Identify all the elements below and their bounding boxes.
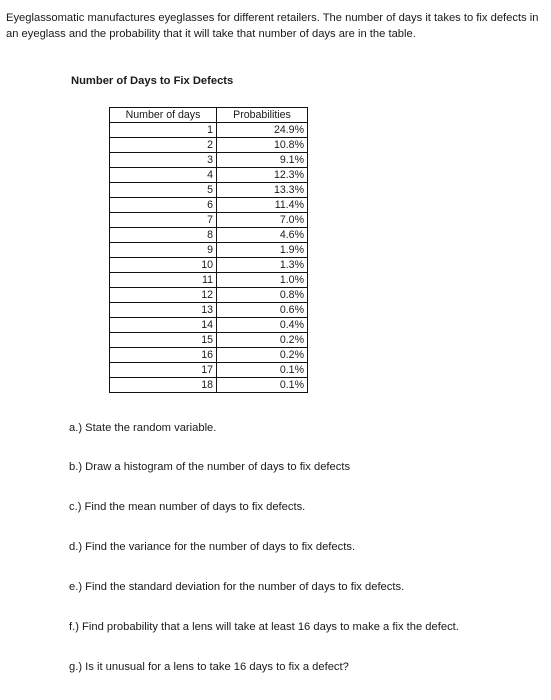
days-cell: 3: [110, 153, 217, 168]
table-row: [110, 288, 308, 303]
probability-cell: 1.9%: [217, 243, 308, 258]
probability-cell: 0.1%: [217, 363, 308, 378]
probability-cell: 4.6%: [217, 228, 308, 243]
days-cell: 5: [110, 183, 217, 198]
question-b: b.) Draw a histogram of the number of days to fix defects: [69, 461, 351, 473]
question-f: f.) Find probability that a lens will take at least 16 days to make a fix the defect.: [69, 621, 459, 633]
probability-cell: 0.8%: [217, 288, 308, 303]
days-cell: 12: [110, 288, 217, 303]
probability-cell: 0.2%: [217, 348, 308, 363]
table-row: [110, 198, 308, 213]
days-cell: 15: [110, 333, 217, 348]
table-row: [110, 123, 308, 138]
days-cell: 16: [110, 348, 217, 363]
question-c: c.) Find the mean number of days to fix defects.: [69, 501, 306, 513]
table-title: Number of Days to Fix Defects: [71, 75, 234, 87]
probability-cell: 10.8%: [217, 138, 308, 153]
probability-cell: 0.1%: [217, 378, 308, 393]
question-d: d.) Find the variance for the number of days to fix defects.: [69, 541, 356, 553]
table-row: [110, 348, 308, 363]
days-cell: 8: [110, 228, 217, 243]
table-row: [110, 168, 308, 183]
question-e: e.) Find the standard deviation for the number of days to fix defects.: [69, 581, 405, 593]
table-row: [110, 138, 308, 153]
table-row: [110, 378, 308, 393]
table-row: [110, 363, 308, 378]
question-a: a.) State the random variable.: [69, 422, 217, 434]
days-probability-table: [109, 107, 308, 393]
problem-intro: Eyeglassomatic manufactures eyeglasses for different retailers. The number of days it takes to fix defects in an eyeglass and the probability that it will take that number of days are in the table.: [6, 12, 539, 40]
days-cell: 6: [110, 198, 217, 213]
question-g: g.) Is it unusual for a lens to take 16 days to fix a defect?: [69, 661, 349, 673]
table-row: [110, 258, 308, 273]
probability-cell: 9.1%: [217, 153, 308, 168]
probability-cell: 0.6%: [217, 303, 308, 318]
probability-cell: 11.4%: [217, 198, 308, 213]
table-row: [110, 228, 308, 243]
days-cell: 2: [110, 138, 217, 153]
probability-cell: 0.4%: [217, 318, 308, 333]
probability-cell: 12.3%: [217, 168, 308, 183]
table-row: [110, 333, 308, 348]
days-cell: 13: [110, 303, 217, 318]
days-cell: 4: [110, 168, 217, 183]
table-row: [110, 273, 308, 288]
probability-cell: 1.0%: [217, 273, 308, 288]
table-row: [110, 318, 308, 333]
probability-cell: 24.9%: [217, 123, 308, 138]
days-cell: 1: [110, 123, 217, 138]
days-cell: 17: [110, 363, 217, 378]
probability-cell: 1.3%: [217, 258, 308, 273]
header-days: Number of days: [110, 108, 217, 123]
table-row: [110, 303, 308, 318]
table-header-row: [110, 108, 308, 123]
days-cell: 14: [110, 318, 217, 333]
table-row: [110, 213, 308, 228]
probability-cell: 0.2%: [217, 333, 308, 348]
days-cell: 7: [110, 213, 217, 228]
header-probabilities: Probabilities: [217, 108, 308, 123]
table-row: [110, 153, 308, 168]
table-row: [110, 243, 308, 258]
table-row: [110, 183, 308, 198]
probability-cell: 13.3%: [217, 183, 308, 198]
probability-cell: 7.0%: [217, 213, 308, 228]
days-cell: 11: [110, 273, 217, 288]
days-cell: 18: [110, 378, 217, 393]
days-cell: 10: [110, 258, 217, 273]
days-cell: 9: [110, 243, 217, 258]
